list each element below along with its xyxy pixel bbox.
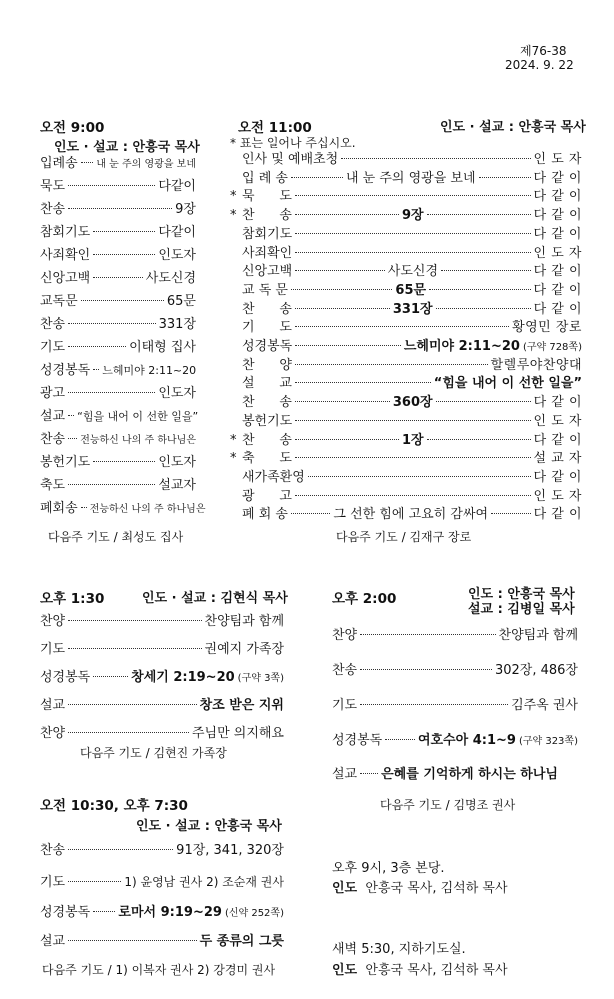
s130-next-prayer: 다음주 기도 / 김현진 가족장 bbox=[80, 746, 227, 760]
s9pm-leaders: 인도 안흥국 목사, 김석하 목사 bbox=[332, 881, 508, 896]
bulletin-date: 2024. 9. 22 bbox=[505, 58, 574, 72]
s1100-row: * 찬 송 1장 다 같 이 bbox=[230, 432, 583, 448]
s1100-row: 찬 양 할렐루야찬양대 bbox=[242, 357, 582, 373]
s900-leader: 인도 · 설교 : 안흥국 목사 bbox=[54, 140, 200, 155]
s900-row: 성경봉독 느헤미야 2:11~20 bbox=[40, 363, 197, 378]
s1030-row: 설교 두 종류의 그릇 bbox=[40, 934, 284, 949]
s200-row: 기도 김주옥 권사 bbox=[332, 698, 578, 713]
s530-title: 새벽 5:30, 지하기도실. bbox=[332, 942, 466, 957]
s900-row: 신앙고백 사도신경 bbox=[40, 271, 196, 286]
s1030-leader: 인도 · 설교 : 안흥국 목사 bbox=[136, 819, 282, 834]
s1100-row: * 찬 송 9장 다 같 이 bbox=[230, 208, 583, 224]
s1100-row: 설 교 “힘을 내어 이 선한 일을” bbox=[242, 376, 582, 392]
s1100-row: 사죄확인 인 도 자 bbox=[242, 245, 582, 261]
s200-leader-1: 인도 : 안흥국 목사 bbox=[468, 587, 575, 602]
s200-row: 설교 은혜를 기억하게 하시는 하나님 bbox=[332, 767, 558, 782]
s900-row: 교독문 65문 bbox=[40, 294, 196, 309]
s200-row: 성경봉독 여호수아 4:1~9 (구약 323쪽) bbox=[332, 733, 578, 748]
s200-next-prayer: 다음주 기도 / 김명조 권사 bbox=[380, 798, 516, 812]
s200-leader-2: 설교 : 김병일 목사 bbox=[468, 602, 575, 617]
s1100-row: 인사 및 예배초청 인 도 자 bbox=[242, 152, 582, 167]
s200-time: 오후 2:00 bbox=[332, 591, 397, 607]
s900-row: 찬송 전능하신 나의 주 하나님은 bbox=[40, 432, 196, 447]
s130-row: 성경봉독 창세기 2:19~20 (구약 3쪽) bbox=[40, 670, 284, 685]
s1100-row: 기 도 황영민 장로 bbox=[242, 320, 582, 336]
s900-row: 참회기도 다같이 bbox=[40, 225, 196, 240]
s1030-next-prayer: 다음주 기도 / 1) 이복자 권사 2) 강경미 권사 bbox=[42, 963, 276, 977]
s1030-row: 찬송 91장, 341, 320장 bbox=[40, 843, 284, 858]
s130-row: 찬양 주님만 의지해요 bbox=[40, 726, 284, 741]
s900-row: 입례송 내 눈 주의 영광을 보네 bbox=[40, 156, 196, 171]
s1100-row: 성경봉독 느헤미야 2:11~20 (구약 728쪽) bbox=[242, 339, 582, 354]
s1100-row: 찬 송 331장 다 같 이 bbox=[242, 301, 583, 317]
s1030-time: 오전 10:30, 오후 7:30 bbox=[40, 798, 188, 814]
s1100-time: 오전 11:00 bbox=[238, 120, 312, 136]
s9pm-title: 오후 9시, 3층 본당. bbox=[332, 861, 445, 876]
s1100-row: 입 례 송 내 눈 주의 영광을 보네 다 같 이 bbox=[242, 170, 582, 186]
s1100-row: 새가족환영 다 같 이 bbox=[242, 469, 582, 485]
s1100-row: 찬 송 360장 다 같 이 bbox=[242, 395, 583, 411]
s1100-row: 폐 회 송 그 선한 힘에 고요히 감싸여 다 같 이 bbox=[242, 507, 583, 523]
s1100-row: 봉헌기도 인 도 자 bbox=[242, 413, 582, 429]
s130-row: 찬양 찬양팀과 함께 bbox=[40, 614, 284, 629]
s900-row: 축도 설교자 bbox=[40, 478, 196, 493]
s900-next-prayer: 다음주 기도 / 최성도 집사 bbox=[48, 530, 184, 544]
s530-leaders: 인도 안흥국 목사, 김석하 목사 bbox=[332, 963, 508, 978]
s200-row: 찬송 302장, 486장 bbox=[332, 663, 578, 678]
s130-time: 오후 1:30 bbox=[40, 591, 105, 607]
s1100-leader: 인도 · 설교 : 안흥국 목사 bbox=[440, 120, 586, 135]
s900-row: 묵도 다같이 bbox=[40, 179, 196, 194]
s900-row: 찬송 9장 bbox=[40, 202, 196, 217]
s1100-row: * 축 도 설 교 자 bbox=[230, 451, 582, 467]
s900-row: 찬송 331장 bbox=[40, 317, 196, 332]
s1100-next-prayer: 다음주 기도 / 김재구 장로 bbox=[336, 530, 472, 544]
s130-leader: 인도 · 설교 : 김현식 목사 bbox=[142, 591, 288, 606]
s900-time: 오전 9:00 bbox=[40, 120, 105, 136]
s1030-row: 성경봉독 로마서 9:19~29 (신약 252쪽) bbox=[40, 905, 284, 920]
s900-row: 기도 이태형 집사 bbox=[40, 340, 196, 355]
s1100-row: 광 고 인 도 자 bbox=[242, 488, 582, 504]
s900-row: 광고 인도자 bbox=[40, 386, 196, 401]
s130-row: 설교 창조 받은 지위 bbox=[40, 698, 284, 713]
s900-row: 봉헌기도 인도자 bbox=[40, 455, 196, 470]
s1100-standing-note: * 표는 일어나 주십시오. bbox=[230, 136, 356, 150]
s1030-row: 기도 1) 윤영남 권사 2) 조순재 권사 bbox=[40, 875, 284, 890]
s200-row: 찬양 찬양팀과 함께 bbox=[332, 628, 578, 643]
s900-row: 설교 “힘을 내어 이 선한 일을” bbox=[40, 409, 199, 424]
s1100-row: 참회기도 다 같 이 bbox=[242, 226, 582, 242]
s1100-row: 교 독 문 65문 다 같 이 bbox=[242, 282, 582, 298]
s130-row: 기도 권예지 가족장 bbox=[40, 642, 284, 657]
s1100-row: 신앙고백 사도신경 다 같 이 bbox=[242, 264, 583, 280]
s1100-row: * 묵 도 다 같 이 bbox=[230, 189, 582, 205]
bulletin-code: 제76-38 bbox=[520, 44, 567, 58]
s900-row: 사죄확인 인도자 bbox=[40, 248, 196, 263]
s900-row: 폐회송 전능하신 나의 주 하나님은 bbox=[40, 501, 206, 516]
